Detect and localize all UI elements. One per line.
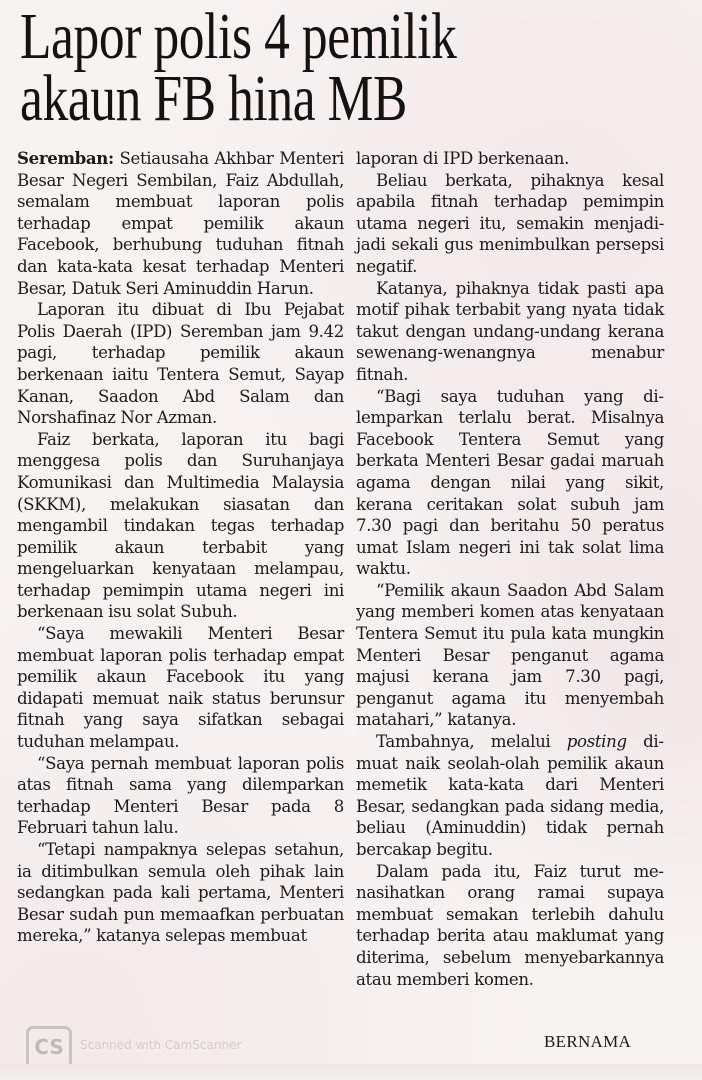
paragraph-lead xyxy=(17,148,344,299)
paragraph-quote: “Tetapi nampaknya selepas setahun, ia ditimbulkan semula oleh pihak lain sedangkan pada kali pertama, Menteri Besar sudah pun memaafkan perbuatan mereka,” katanya selepas membuat xyxy=(17,840,344,946)
headline xyxy=(20,0,457,135)
text: dimuat naik seolah-olah pemilik akaun memetik kata-kata dari Menteri Besar, sedangkan pada sidang media, beliau (Aminuddin) tidak pernah bercakap begitu. xyxy=(356,732,665,859)
byline-source: BERNAMA xyxy=(544,1032,632,1051)
camscanner-logo-icon: CS xyxy=(26,1026,72,1070)
paragraph-quote: “Bagi saya tuduhan yang dilemparkan terlalu berat. Misalnya Facebook Tentera Semut yang berkata Menteri Besar gadai maruah agama dengan nilai yang sikit, kerana ceritakan solat subuh jam 7.30 pagi dan beritahu 50 peratus umat Islam negeri ini tak solat lima waktu. xyxy=(356,386,664,579)
paragraph: Laporan itu dibuat di Ibu Pejabat Polis Daerah (IPD) Seremban jam 9.42 pagi, terhadap pemilik akaun berkenaan iaitu Tentera Semut, Sayap Kanan, Saadon Abd Salam dan Norshafinaz Nor Azman. xyxy=(17,300,344,428)
paragraph-quote: “Pemilik akaun Saadon Abd Salam yang memberi komen atas kenyataan Tentera Semut itu pula kata mungkin Menteri Besar penganut agama majusi kerana jam 7.30 pagi, penganut agama itu menyembah matahari,” katanya. xyxy=(356,580,664,730)
paragraph-quote: “Saya mewakili Menteri Besar membuat laporan polis terhadap empat pemilik akaun Facebook itu yang didapati memuat naik status berunsur fitnah yang saya sifatkan sebagai tuduhan melampau. xyxy=(17,624,344,752)
headline-line-2: akaun FB hina MB xyxy=(20,62,408,135)
watermark-text: Scanned with CamScanner xyxy=(80,1038,242,1052)
left-column xyxy=(17,148,344,947)
paragraph: Dalam pada itu, Faiz turut menasihatkan orang ramai supaya membuat semakan terlebih dahulu terhadap berita atau maklumat yang diterima, sebelum menyebarkannya atau memberi komen. xyxy=(356,861,664,989)
lead-text: Setiausaha Akhbar Menteri Besar Negeri Sembilan, Faiz Abdullah, semalam membuat laporan polis terhadap empat pemilik akaun Facebook, berhubung tuduhan fitnah dan kata-kata kesat terhadap Menteri Besar, Datuk Seri Aminuddin Harun. xyxy=(17,149,344,298)
paragraph xyxy=(356,731,664,861)
paragraph: Beliau berkata, pihaknya kesal apabila fitnah terhadap pemimpin utama negeri itu, semakin menjadi-jadi sekali gus menimbulkan persepsi negatif. xyxy=(356,170,664,276)
paragraph-quote: “Saya pernah membuat laporan polis atas fitnah sama yang dilemparkan terhadap Menteri Besar pada 8 Februari tahun lalu. xyxy=(17,753,344,838)
dateline: Seremban: xyxy=(17,148,114,168)
paragraph: Faiz berkata, laporan itu bagi menggesa polis dan Suruhanjaya Komunikasi dan Multimedia Malaysia (SKKM), melakukan siasatan dan mengambil tindakan tegas terhadap pemilik akaun terbabit yang mengeluarkan kenyataan melampau, terhadap pemimpin utama negeri ini berkenaan isu solat Subuh. xyxy=(17,429,344,622)
right-column xyxy=(356,148,664,990)
paragraph-continued: laporan di IPD berkenaan. xyxy=(356,149,570,168)
paper-edge xyxy=(0,1064,702,1080)
text: Tambahnya, melalui xyxy=(376,732,567,752)
headline-line-1: Lapor polis 4 pemilik xyxy=(20,0,457,73)
italic-term: posting xyxy=(566,732,627,752)
paragraph: Katanya, pihaknya tidak pasti apa motif pihak terbabit yang nyata tidak takut dengan undang-undang kerana sewenang-wenangnya menabur fitnah. xyxy=(356,278,664,384)
